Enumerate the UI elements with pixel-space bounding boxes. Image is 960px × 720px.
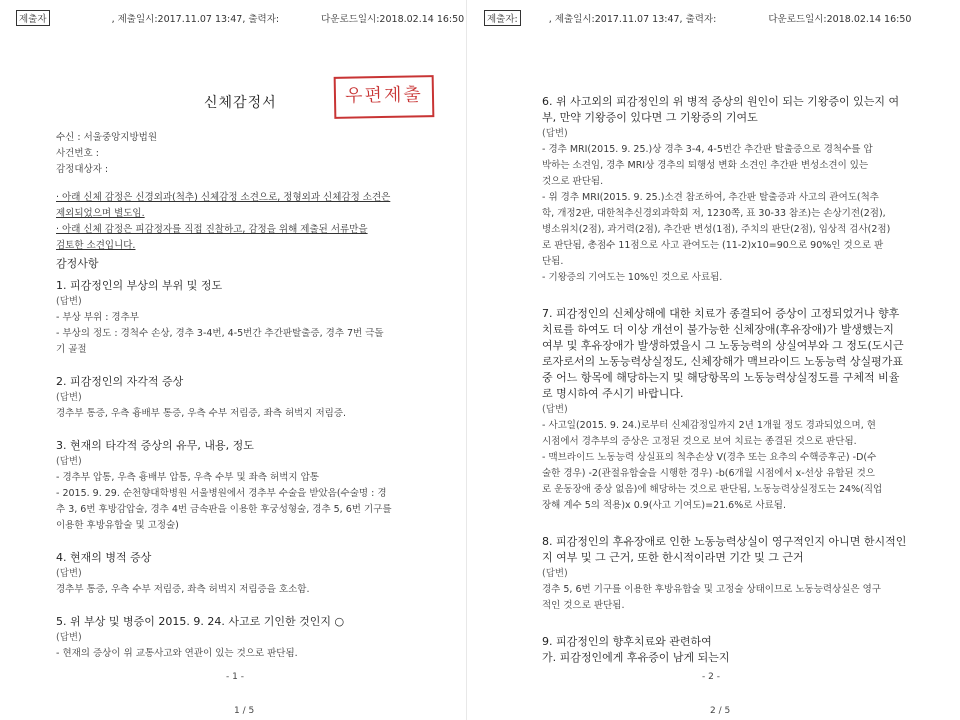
- section-heading: 로자로서의 노동능력상실정도, 신체장해가 맥브라이드 노동능력 상실평가표: [542, 355, 904, 368]
- section-heading: 6. 위 사고외의 피감정인의 위 병적 증상의 원인이 되는 기왕증이 있는지 여: [542, 95, 900, 108]
- answer-line: - 경추 MRI(2015. 9. 25.)상 경추 3-4, 4-5번간 추간판 탈출증으로 경척수를 압: [542, 144, 873, 155]
- answer-label: (답변): [56, 568, 82, 579]
- page2-body: [542, 88, 922, 666]
- page-divider: [466, 0, 467, 720]
- section-heading: 로 명시하여 주시기 바랍니다.: [542, 387, 684, 400]
- section-heading: 가. 피감정인에게 후유증이 남게 되는지: [542, 651, 730, 664]
- answer-line: 경추부 통증, 우측 흉배부 통증, 우측 수부 저림증, 좌측 허벅지 저림증.: [56, 408, 347, 419]
- page-number: - 1 -: [226, 672, 244, 682]
- answer-line: - 부상의 정도 : 경척수 손상, 경추 3-4번, 4-5번간 추간판탈출증, 경추 7번 극돌: [56, 328, 384, 339]
- answer-line: - 맥브라이드 노동능력 상실표의 척추손상 V(경추 또는 요추의 수핵증후군) -D(수: [542, 452, 877, 463]
- document-page-1: [16, 6, 465, 720]
- page-header: [16, 10, 464, 26]
- answer-line: 것으로 판단됨.: [542, 176, 604, 187]
- section-heading: 2. 피감정인의 자각적 증상: [56, 375, 184, 388]
- answer-line: 학, 개정2판, 대한척추신경외과학회 저, 1230쪽, 표 30-33 참조)는 손상기전(2점),: [542, 208, 886, 219]
- items-heading: 감정사항: [56, 257, 99, 270]
- answer-line: - 사고일(2015. 9. 24.)로부터 신체감정일까지 2년 1개월 정도 경과되었으며, 현: [542, 420, 876, 431]
- answer-line: 장해 계수 5의 적용)x 0.9(사고 기여도)=21.6%로 사료됨.: [542, 500, 787, 511]
- section-heading: 5. 위 부상 및 병증이 2015. 9. 24. 사고로 기인한 것인지 ○: [56, 615, 345, 628]
- answer-line: 술한 경우) -2(관절유합술을 시행한 경우) -b(6개월 시점에서 x-선상 유합된 것으: [542, 468, 875, 479]
- recipient-line: 수신 : 서울중앙지방법원: [56, 132, 158, 143]
- section-heading: 3. 현재의 타각적 증상의 유무, 내용, 정도: [56, 439, 254, 452]
- note-line: · 아래 신체 감정은 피감정자를 직접 진찰하고, 감정을 위해 제출된 서류만을: [56, 224, 368, 235]
- section-heading: 치료를 하여도 더 이상 개선이 불가능한 신체장애(후유장애)가 발생했는지: [542, 323, 894, 336]
- section-heading: 중 어느 항목에 해당하는지 및 해당항목의 노동능력상실정도를 구체적 비율: [542, 371, 900, 384]
- page1-body: [56, 130, 430, 662]
- answer-line: 박하는 소견임, 경추 MRI상 경추의 퇴행성 변화 소견인 추간판 변성소견이 있는: [542, 160, 869, 171]
- answer-line: - 경추부 압통, 우측 흉배부 압통, 우측 수부 및 좌측 허벅지 압통: [56, 472, 319, 483]
- answer-line: 경추부 통증, 우측 수부 저림증, 좌측 허벅지 저림증을 호소함.: [56, 584, 310, 595]
- document-page-2: [484, 6, 932, 720]
- note-line: 제외되었으며 별도임.: [56, 208, 145, 219]
- note-line: · 아래 신체 감정은 신경외과(척추) 신체감정 소견으로, 정형외과 신체감정 소견은: [56, 192, 391, 203]
- answer-label: (답변): [56, 632, 82, 643]
- answer-label: (답변): [542, 128, 568, 139]
- answer-label: (답변): [56, 392, 82, 403]
- answer-line: - 기왕증의 기여도는 10%인 것으로 사료됨.: [542, 272, 723, 283]
- section-heading: 4. 현재의 병적 증상: [56, 551, 152, 564]
- answer-line: - 부상 부위 : 경추부: [56, 312, 139, 323]
- section-heading: 여부 및 후유장애가 발생하였을시 그 노동능력의 상실여부와 그 정도(도시근: [542, 339, 904, 352]
- page-header: [484, 10, 911, 26]
- answer-line: 기 골절: [56, 344, 87, 355]
- subject-line: 감정대상자 :: [56, 164, 109, 175]
- submitter-label: 제출자:: [484, 10, 521, 26]
- answer-line: 단됨.: [542, 256, 564, 267]
- note-line: 검토한 소견입니다.: [56, 240, 136, 251]
- answer-line: - 위 경추 MRI(2015. 9. 25.)소견 참조하여, 추간판 탈출증과 사고의 관여도(척추: [542, 192, 879, 203]
- case-number-line: 사건번호 :: [56, 148, 99, 159]
- answer-label: (답변): [542, 568, 568, 579]
- answer-label: (답변): [56, 296, 82, 307]
- download-info: 다운로드일시:2018.02.14 16:50: [321, 14, 465, 25]
- submit-info: , 제출일시:2017.11.07 13:47, 출력자:: [111, 14, 280, 25]
- submission-stamp: 우편제출: [334, 75, 435, 119]
- section-heading: 지 여부 및 그 근거, 또한 한시적이라면 기간 및 그 근거: [542, 551, 804, 564]
- section-heading: 8. 피감정인의 후유장애로 인한 노동능력상실이 영구적인지 아니면 한시적인: [542, 535, 907, 548]
- answer-line: 시점에서 경추부의 증상은 고정된 것으로 보여 치료는 종결된 것으로 판단됨.: [542, 436, 857, 447]
- section-heading: 7. 피감정인의 신체상해에 대한 치료가 종결되어 증상이 고정되었거나 향후: [542, 307, 900, 320]
- answer-label: (답변): [56, 456, 82, 467]
- answer-line: 로 운동장애 중상 없음)에 해당하는 것으로 판단됨, 노동능력상실정도는 24%(직업: [542, 484, 883, 495]
- download-info: 다운로드일시:2018.02.14 16:50: [768, 14, 912, 25]
- answer-line: 이용한 후방유합술 및 고정술): [56, 520, 179, 531]
- section-heading: 1. 피감정인의 부상의 부위 및 정도: [56, 279, 223, 292]
- answer-line: - 2015. 9. 29. 순천향대학병원 서울병원에서 경추부 수술을 받았음(수술명 : 경: [56, 488, 387, 499]
- pager: 2 / 5: [710, 706, 731, 716]
- pager: 1 / 5: [234, 706, 255, 716]
- submit-info: , 제출일시:2017.11.07 13:47, 출력자:: [548, 14, 717, 25]
- answer-label: (답변): [542, 404, 568, 415]
- answer-line: 로 판단됨, 총점수 11점으로 사고 관여도는 (11-2)x10=90으로 90%인 것으로 판: [542, 240, 884, 251]
- answer-line: 경추 5, 6번 기구를 이용한 후방유합술 및 고정술 상태이므로 노동능력상실은 영구: [542, 584, 881, 595]
- answer-line: 병소위치(2점), 과거력(2점), 추간판 변성(1점), 주치의 판단(2점), 임상적 검사(2점): [542, 224, 891, 235]
- section-heading: 9. 피감정인의 향후치료와 관련하여: [542, 635, 712, 648]
- page-number: - 2 -: [702, 672, 720, 682]
- submitter-label: 제출자: [16, 10, 50, 26]
- document-title: 신체감정서: [204, 95, 277, 111]
- answer-line: 추 3, 6번 후방감압술, 경추 4번 금속판을 이용한 후궁성형술, 경추 5, 6번 기구를: [56, 504, 392, 515]
- answer-line: - 현재의 증상이 위 교통사고와 연관이 있는 것으로 판단됨.: [56, 648, 298, 659]
- section-heading: 부, 만약 기왕증이 있다면 그 기왕증의 기여도: [542, 111, 758, 124]
- answer-line: 적인 것으로 판단됨.: [542, 600, 625, 611]
